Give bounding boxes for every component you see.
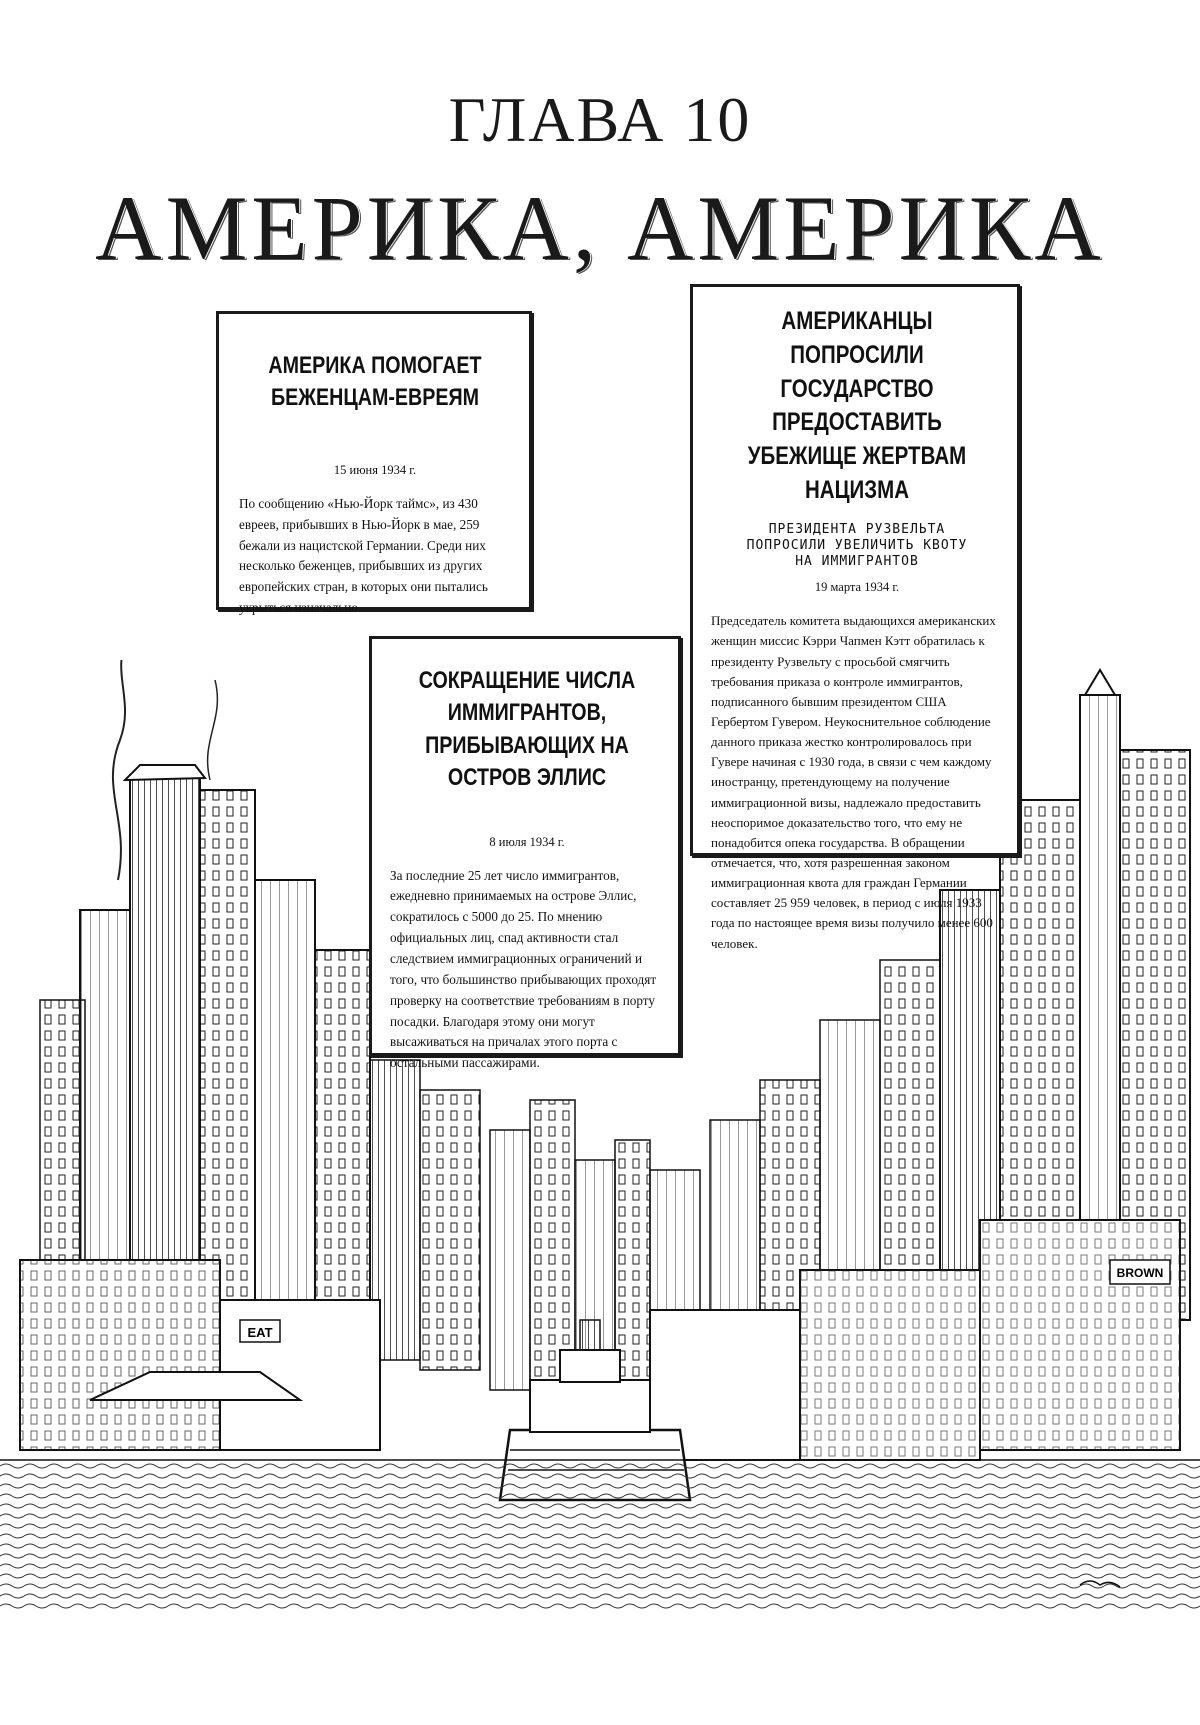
article-clipping-asylum	[690, 284, 1020, 951]
article-date: 8 июля 1934 г.	[489, 834, 565, 849]
article-body: За последние 25 лет число иммигрантов, ежедневно принимаемых на острове Эллис, сократилось с 5000 до 25. По мнению официальных лиц, спад активности стал следствием иммиграционных ограничений и того, что большинство прибывающих проходят проверку на соответствие требованиям в порту посадки. Благодаря этому они могут высаживаться на причалах этого порта с остальными пассажирами.	[390, 867, 657, 1071]
brown-sign: BROWN	[1116, 1266, 1164, 1280]
harbor-water	[0, 1460, 1200, 1610]
chapter-label: ГЛАВА 10	[448, 84, 752, 155]
article-date: 19 марта 1934 г.	[814, 580, 900, 595]
article-subheadline: ПРЕЗИДЕНТА РУЗВЕЛЬТА ПОПРОСИЛИ УВЕЛИЧИТЬ КВОТУ НА ИММИГРАНТОВ	[746, 521, 968, 569]
chapter-title: АМЕРИКА, АМЕРИКА	[95, 177, 1105, 279]
article-headline: СОКРАЩЕНИЕ ЧИСЛА ИММИГРАНТОВ, ПРИБЫВАЮЩИХ НА ОСТРОВ ЭЛЛИС	[418, 667, 636, 792]
article-body: По сообщению «Нью-Йорк таймс», из 430 евреев, прибывших в Нью-Йорк в мае, 259 бежали из нацистской Германии. Среди них несколько беженцев, прибывших из других европейских стран, в которых они пытались укрыться изначально.	[239, 495, 488, 616]
article-headline: АМЕРИКАНЦЫ ПОПРОСИЛИ ГОСУДАРСТВО ПРЕДОСТАВИТЬ УБЕЖИЩЕ ЖЕРТВАМ НАЦИЗМА	[747, 307, 967, 504]
article-body: Председатель комитета выдающихся американских женщин миссис Кэрри Чапмен Кэтт обратилась к президенту Рузвельту с просьбой смягчить требования приказа о контроле иммигрантов, подписанного бывшим президентом США Гербертом Гувером. Неукоснительное соблюдение данного приказа жестко контролировалось при Гувере начиная с 1930 года, в связи с чем каждому иностранцу, претендующему на получение иммиграционной визы, надлежало предоставить неоспоримое доказательство того, что ему не понадобится опека государства. В обращении отмечается, что, хотя разрешенная законом иммиграционная квота для граждан Германии составляет 25 959 человек, в период с июля 1933 года по настоящее время визы получило менее 600 человек.	[711, 613, 996, 951]
article-date: 15 июня 1934 г.	[333, 462, 417, 477]
article-clipping-ellis-island	[369, 636, 681, 1071]
eat-sign: EAT	[247, 1325, 273, 1340]
article-headline: АМЕРИКА ПОМОГАЕТ БЕЖЕНЦАМ-ЕВРЕЯМ	[268, 352, 482, 412]
article-clipping-refugees	[216, 311, 532, 616]
